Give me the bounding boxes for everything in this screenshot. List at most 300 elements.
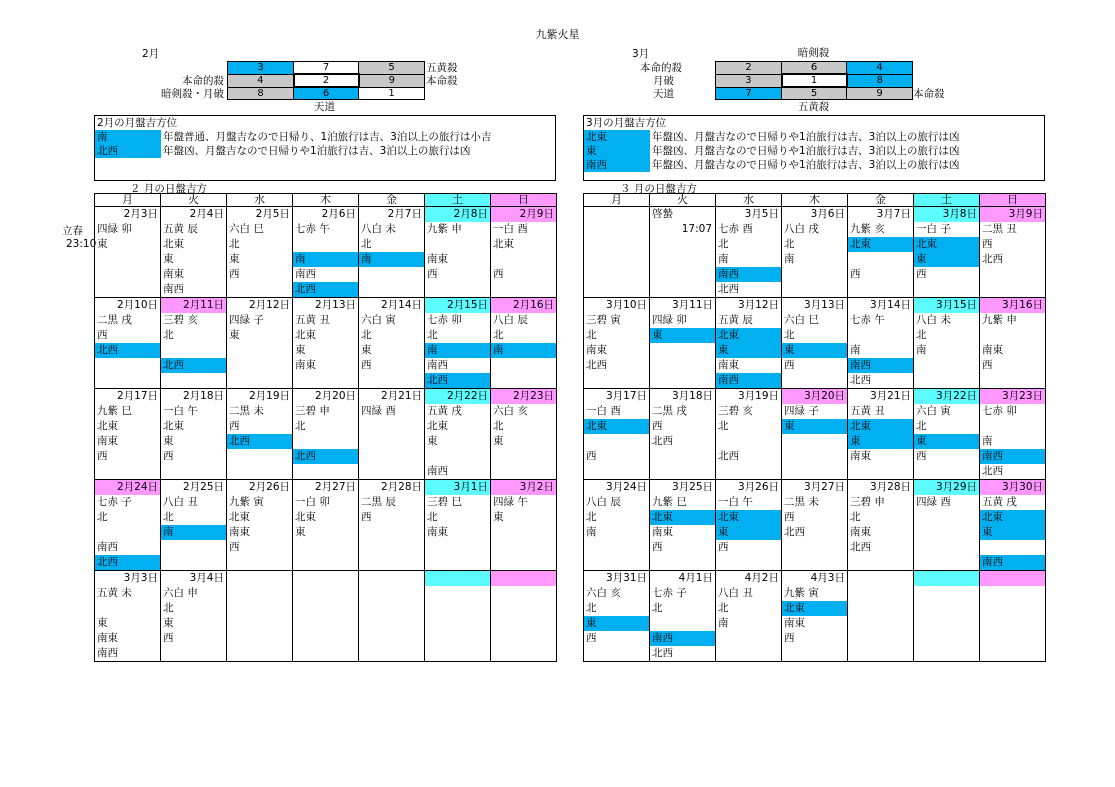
weekday-header: 木 xyxy=(782,194,848,207)
lucky-direction xyxy=(293,237,358,252)
calendar-day xyxy=(425,298,491,389)
day-date-text: 3月16日 xyxy=(1001,299,1043,311)
calendar-day xyxy=(425,389,491,480)
day-kanshi xyxy=(227,222,292,237)
day-date-text: 2月19日 xyxy=(248,390,290,402)
calendar-week xyxy=(95,571,557,662)
lucky-direction xyxy=(848,464,913,479)
day-date-text: 3月21日 xyxy=(869,390,911,402)
calendar-day xyxy=(914,389,980,480)
lucky-direction: 北西 xyxy=(652,435,673,447)
day-date xyxy=(914,207,979,222)
day-kanshi-text: 七赤 卯 xyxy=(982,405,1017,417)
day-date-text: 2月12日 xyxy=(248,299,290,311)
day-date xyxy=(161,480,226,495)
lucky-direction xyxy=(293,540,358,555)
lucky-direction xyxy=(227,464,292,479)
lucky-direction: 北東 xyxy=(493,238,514,250)
lucky-direction: 西 xyxy=(361,511,372,523)
day-date xyxy=(980,480,1045,495)
day-kanshi-text: 三碧 寅 xyxy=(586,314,621,326)
calendar-day xyxy=(584,571,650,662)
day-date-text: 4月2日 xyxy=(744,572,779,584)
lucky-direction xyxy=(650,373,715,388)
lucky-direction xyxy=(425,282,490,297)
day-date-text: 2月28日 xyxy=(380,481,422,493)
right-grid-row0-left: 本命的殺 xyxy=(640,62,682,74)
lucky-direction xyxy=(491,449,556,464)
lucky-direction: 南 xyxy=(425,343,490,358)
lucky-direction: 北 xyxy=(493,329,504,341)
calendar-day xyxy=(161,571,227,662)
calendar-day xyxy=(161,207,227,298)
calendar-day xyxy=(650,571,716,662)
day-kanshi-text: 二黒 辰 xyxy=(361,496,396,508)
day-date xyxy=(782,298,847,313)
left-grid-row1-right: 本命殺 xyxy=(426,75,458,87)
lucky-direction: 北西 xyxy=(95,555,160,570)
calendar-day xyxy=(650,480,716,571)
day-kanshi xyxy=(650,586,715,601)
day-date-text: 3月30日 xyxy=(1001,481,1043,493)
calendar-day xyxy=(848,571,914,662)
day-kanshi-text: 九紫 申 xyxy=(982,314,1017,326)
calendar-day xyxy=(716,571,782,662)
left-grid-row2-left: 暗剣殺・月破 xyxy=(161,88,224,100)
lucky-direction: 北西 xyxy=(95,343,160,358)
day-date-text: 2月5日 xyxy=(255,208,290,220)
day-kanshi xyxy=(161,222,226,237)
day-date xyxy=(980,298,1045,313)
grid-cell: 5 xyxy=(359,62,425,75)
lucky-direction: 東 xyxy=(716,525,781,540)
lucky-direction xyxy=(914,373,979,388)
day-kanshi xyxy=(848,404,913,419)
fortune-description: 年盤凶、月盤吉なので日帰りや1泊旅行は吉、3泊以上の旅行は凶 xyxy=(652,131,960,143)
calendar-day xyxy=(980,571,1046,662)
lucky-direction: 南西 xyxy=(427,359,448,371)
lucky-direction xyxy=(914,282,979,297)
weekday-header: 土 xyxy=(914,194,980,207)
calendar-day xyxy=(491,480,557,571)
day-kanshi-text: 八白 丑 xyxy=(163,496,198,508)
calendar-day xyxy=(359,571,425,662)
left-calendar-title: ２ 月の日盤吉方 xyxy=(130,183,207,195)
lucky-direction: 東 xyxy=(716,343,781,358)
day-kanshi-text: 八白 戌 xyxy=(784,223,819,235)
day-date-text: 2月24日 xyxy=(116,481,158,493)
day-date xyxy=(425,298,490,313)
lucky-direction: 北 xyxy=(718,420,729,432)
calendar-day xyxy=(716,207,782,298)
calendar-week xyxy=(584,207,1046,298)
lucky-direction: 北西 xyxy=(982,253,1003,265)
day-kanshi xyxy=(848,495,913,510)
lucky-direction: 北 xyxy=(361,238,372,250)
lucky-direction: 北 xyxy=(229,238,240,250)
lucky-direction: 北西 xyxy=(586,359,607,371)
day-kanshi-text: 六白 巳 xyxy=(229,223,264,235)
lucky-direction xyxy=(650,252,715,267)
lucky-direction xyxy=(293,373,358,388)
calendar-day xyxy=(980,207,1046,298)
calendar-day xyxy=(359,480,425,571)
lucky-direction: 北 xyxy=(916,329,927,341)
day-kanshi xyxy=(95,404,160,419)
calendar-day xyxy=(425,480,491,571)
lucky-direction xyxy=(491,358,556,373)
day-date-text: 4月3日 xyxy=(810,572,845,584)
day-date xyxy=(716,389,781,404)
day-kanshi xyxy=(782,313,847,328)
fortune-description: 年盤凶、月盤吉なので日帰りや1泊旅行は吉、3泊以上の旅行は凶 xyxy=(652,159,960,171)
calendar-day xyxy=(782,298,848,389)
lucky-direction: 北 xyxy=(361,329,372,341)
lucky-direction xyxy=(293,464,358,479)
day-kanshi xyxy=(914,404,979,419)
day-date-text: 3月25日 xyxy=(671,481,713,493)
day-date xyxy=(491,389,556,404)
day-date-text: 3月2日 xyxy=(519,481,554,493)
calendar-day xyxy=(584,298,650,389)
lucky-direction xyxy=(584,464,649,479)
day-kanshi xyxy=(584,586,649,601)
day-kanshi-text: 五黄 戌 xyxy=(427,405,462,417)
lucky-direction xyxy=(95,373,160,388)
lucky-direction: 北 xyxy=(427,511,438,523)
day-date xyxy=(491,298,556,313)
day-date-text: 3月17日 xyxy=(605,390,647,402)
lucky-direction xyxy=(293,555,358,570)
grid-cell: 9 xyxy=(847,87,913,100)
lucky-direction: 北東 xyxy=(97,420,118,432)
day-date-text: 2月22日 xyxy=(446,390,488,402)
day-kanshi-text: 四緑 卯 xyxy=(652,314,687,326)
lucky-direction: 東 xyxy=(295,344,306,356)
day-kanshi-text: 六白 寅 xyxy=(361,314,396,326)
grid-cell: 4 xyxy=(847,62,913,75)
right-grid-row2-left: 天道 xyxy=(653,88,674,100)
fortune-row xyxy=(95,130,555,144)
calendar-day xyxy=(359,207,425,298)
day-kanshi-text: 三碧 申 xyxy=(850,496,885,508)
day-kanshi-text: 一白 午 xyxy=(718,496,753,508)
left-grid-row0-right: 五黄殺 xyxy=(426,62,458,74)
day-date xyxy=(980,207,1045,222)
lucky-direction: 東 xyxy=(914,434,979,449)
weekday-header: 木 xyxy=(293,194,359,207)
day-date xyxy=(848,298,913,313)
day-date xyxy=(227,571,292,586)
lucky-direction xyxy=(782,449,847,464)
day-kanshi-text: 七赤 午 xyxy=(295,223,330,235)
day-kanshi-text: 六白 寅 xyxy=(916,405,951,417)
left-fortune-title: 2月の月盤吉方位 xyxy=(97,117,178,129)
lucky-direction xyxy=(359,540,424,555)
day-date-text: 3月29日 xyxy=(935,481,977,493)
day-kanshi xyxy=(980,404,1045,419)
lucky-direction: 南西 xyxy=(716,373,781,388)
day-date-text: 3月6日 xyxy=(810,208,845,220)
day-kanshi xyxy=(161,313,226,328)
calendar-day xyxy=(161,389,227,480)
day-date-text: 2月16日 xyxy=(512,299,554,311)
lucky-direction xyxy=(716,631,781,646)
lucky-direction xyxy=(584,646,649,661)
lucky-direction: 北西 xyxy=(293,449,358,464)
weekday-header: 日 xyxy=(980,194,1046,207)
day-kanshi-text: 四緑 酉 xyxy=(916,496,951,508)
lucky-direction: 南東 xyxy=(97,632,118,644)
day-date-text: 2月26日 xyxy=(248,481,290,493)
right-kigaku-grid xyxy=(715,61,913,100)
day-kanshi-text: 六白 巳 xyxy=(784,314,819,326)
day-kanshi-text: 一白 酉 xyxy=(493,223,528,235)
calendar-day xyxy=(95,571,161,662)
day-date xyxy=(848,571,913,586)
lucky-direction xyxy=(425,449,490,464)
day-date xyxy=(650,298,715,313)
lucky-direction: 北東 xyxy=(716,328,781,343)
day-kanshi-text: 四緑 子 xyxy=(229,314,264,326)
lucky-direction xyxy=(716,555,781,570)
day-kanshi xyxy=(782,586,847,601)
day-kanshi-text: 一白 卯 xyxy=(295,496,330,508)
day-date xyxy=(782,571,847,586)
day-date xyxy=(359,571,424,586)
day-kanshi xyxy=(491,222,556,237)
day-date xyxy=(782,389,847,404)
weekday-header: 日 xyxy=(491,194,557,207)
lucky-direction xyxy=(359,373,424,388)
day-kanshi-text: 三碧 亥 xyxy=(163,314,198,326)
lucky-direction: 北西 xyxy=(293,282,358,297)
day-date xyxy=(914,389,979,404)
lucky-direction xyxy=(650,282,715,297)
lucky-direction xyxy=(650,237,715,252)
fortune-row xyxy=(584,144,1044,158)
lucky-direction xyxy=(716,646,781,661)
lucky-direction: 北 xyxy=(784,238,795,250)
calendar-day xyxy=(848,389,914,480)
lucky-direction xyxy=(95,358,160,373)
page-title: 九紫火星 xyxy=(535,28,580,41)
lucky-direction: 東 xyxy=(584,616,649,631)
calendar-day xyxy=(650,298,716,389)
lucky-direction xyxy=(716,464,781,479)
lucky-direction: 北東 xyxy=(716,510,781,525)
lucky-direction xyxy=(782,267,847,282)
day-date xyxy=(425,389,490,404)
left-kigaku-grid xyxy=(227,61,425,100)
lucky-direction: 東 xyxy=(163,253,174,265)
lucky-direction: 東 xyxy=(97,238,108,250)
right-grid-row1-left: 月破 xyxy=(653,75,674,87)
day-date-text: 3月4日 xyxy=(189,572,224,584)
lucky-direction xyxy=(782,282,847,297)
calendar-day xyxy=(782,571,848,662)
lucky-direction: 南西 xyxy=(650,631,715,646)
day-date xyxy=(914,571,979,586)
lucky-direction xyxy=(227,343,292,358)
day-kanshi xyxy=(848,313,913,328)
lucky-direction xyxy=(650,555,715,570)
fortune-description: 年盤普通、月盤吉なので日帰り、1泊旅行は吉、3泊以上の旅行は小吉 xyxy=(163,131,492,143)
lucky-direction: 北東 xyxy=(295,511,316,523)
day-kanshi xyxy=(95,495,160,510)
day-kanshi xyxy=(716,586,781,601)
lucky-direction xyxy=(491,373,556,388)
lucky-direction: 南 xyxy=(850,344,861,356)
lucky-direction xyxy=(782,434,847,449)
day-kanshi-text: 三碧 申 xyxy=(295,405,330,417)
lucky-direction xyxy=(716,434,781,449)
lucky-direction: 東 xyxy=(782,343,847,358)
lucky-direction xyxy=(95,282,160,297)
day-kanshi xyxy=(650,313,715,328)
day-date-text: 2月21日 xyxy=(380,390,422,402)
right-month-label: 3月 xyxy=(632,48,650,60)
calendar-week xyxy=(95,389,557,480)
day-date-text: 2月13日 xyxy=(314,299,356,311)
day-kanshi-text: 九紫 巳 xyxy=(97,405,132,417)
calendar-day xyxy=(293,207,359,298)
lucky-direction: 南東 xyxy=(229,526,250,538)
day-kanshi xyxy=(782,222,847,237)
day-date-text: 2月7日 xyxy=(387,208,422,220)
day-kanshi xyxy=(425,404,490,419)
day-date xyxy=(161,389,226,404)
day-kanshi-text: 七赤 卯 xyxy=(427,314,462,326)
day-kanshi xyxy=(848,222,913,237)
day-date xyxy=(425,207,490,222)
day-date-text: 3月1日 xyxy=(453,481,488,493)
day-kanshi xyxy=(293,404,358,419)
fortune-row xyxy=(584,158,1044,172)
lucky-direction: 西 xyxy=(784,632,795,644)
day-kanshi-text: 七赤 午 xyxy=(850,314,885,326)
day-kanshi-text: 二黒 戌 xyxy=(652,405,687,417)
calendar-day xyxy=(95,207,161,298)
lucky-direction: 西 xyxy=(229,541,240,553)
day-date xyxy=(425,480,490,495)
day-date xyxy=(359,207,424,222)
lucky-direction: 南 xyxy=(586,526,597,538)
lucky-direction: 北 xyxy=(718,238,729,250)
day-kanshi-text: 八白 辰 xyxy=(586,496,621,508)
left-grid-bottom-label: 天道 xyxy=(314,101,335,113)
lucky-direction: 西 xyxy=(163,632,174,644)
calendar-day xyxy=(716,480,782,571)
day-date xyxy=(359,298,424,313)
day-date-text: 3月26日 xyxy=(737,481,779,493)
side-note-risshun: 立春 xyxy=(62,225,83,237)
calendar-day xyxy=(782,480,848,571)
right-fortune-title: 3月の月盤吉方位 xyxy=(586,117,667,129)
day-date xyxy=(650,389,715,404)
day-date xyxy=(293,207,358,222)
fortune-description: 年盤凶、月盤吉なので日帰りや1泊旅行は吉、3泊以上の旅行は凶 xyxy=(652,145,960,157)
calendar-week xyxy=(95,298,557,389)
lucky-direction: 北東 xyxy=(914,237,979,252)
day-date-text: 2月25日 xyxy=(182,481,224,493)
lucky-direction xyxy=(980,267,1045,282)
day-date xyxy=(584,207,649,222)
day-date xyxy=(95,571,160,586)
fortune-direction: 北東 xyxy=(584,130,650,144)
grid-cell: 3 xyxy=(716,74,782,87)
day-date-text: 2月18日 xyxy=(182,390,224,402)
day-date xyxy=(584,298,649,313)
grid-cell: 9 xyxy=(359,74,425,87)
lucky-direction xyxy=(782,464,847,479)
day-date xyxy=(491,207,556,222)
lucky-direction xyxy=(782,646,847,661)
calendar-day xyxy=(359,298,425,389)
grid-cell: 2 xyxy=(294,74,359,87)
calendar-day xyxy=(848,480,914,571)
lucky-direction xyxy=(227,358,292,373)
lucky-direction: 西 xyxy=(163,450,174,462)
lucky-direction: 北西 xyxy=(850,374,871,386)
lucky-direction: 東 xyxy=(782,419,847,434)
lucky-direction xyxy=(584,373,649,388)
day-kanshi xyxy=(980,313,1045,328)
day-date-text: 3月27日 xyxy=(803,481,845,493)
lucky-direction: 西 xyxy=(97,450,108,462)
right-grid-top-label: 暗剣殺 xyxy=(797,47,830,59)
lucky-direction: 北 xyxy=(586,602,597,614)
day-date-text: 4月1日 xyxy=(678,572,713,584)
calendar-day xyxy=(491,207,557,298)
lucky-direction xyxy=(227,449,292,464)
lucky-direction: 北東 xyxy=(427,420,448,432)
day-date-text: 3月12日 xyxy=(737,299,779,311)
fortune-direction: 南西 xyxy=(584,158,650,172)
day-kanshi xyxy=(161,495,226,510)
calendar-day xyxy=(425,571,491,662)
lucky-direction: 北西 xyxy=(784,526,805,538)
solar-term-time: 17:07 xyxy=(681,223,712,235)
lucky-direction: 東 xyxy=(427,435,438,447)
day-date xyxy=(584,571,649,586)
lucky-direction: 西 xyxy=(652,420,663,432)
calendar-day xyxy=(914,298,980,389)
lucky-direction xyxy=(650,616,715,631)
day-kanshi xyxy=(359,313,424,328)
day-date xyxy=(161,571,226,586)
day-date xyxy=(95,480,160,495)
day-date-text: 3月8日 xyxy=(942,208,977,220)
day-date xyxy=(716,298,781,313)
calendar-day xyxy=(491,389,557,480)
lucky-direction: 南東 xyxy=(982,344,1003,356)
day-date xyxy=(491,480,556,495)
day-kanshi xyxy=(650,495,715,510)
lucky-direction xyxy=(161,555,226,570)
day-date-text: 2月17日 xyxy=(116,390,158,402)
day-date-text: 3月10日 xyxy=(605,299,647,311)
lucky-direction xyxy=(95,252,160,267)
day-date xyxy=(293,389,358,404)
lucky-direction: 北西 xyxy=(227,434,292,449)
day-kanshi xyxy=(914,222,979,237)
lucky-direction xyxy=(491,525,556,540)
day-date xyxy=(716,480,781,495)
calendar-day xyxy=(161,480,227,571)
grid-cell: 4 xyxy=(228,74,294,87)
lucky-direction: 南東 xyxy=(784,617,805,629)
